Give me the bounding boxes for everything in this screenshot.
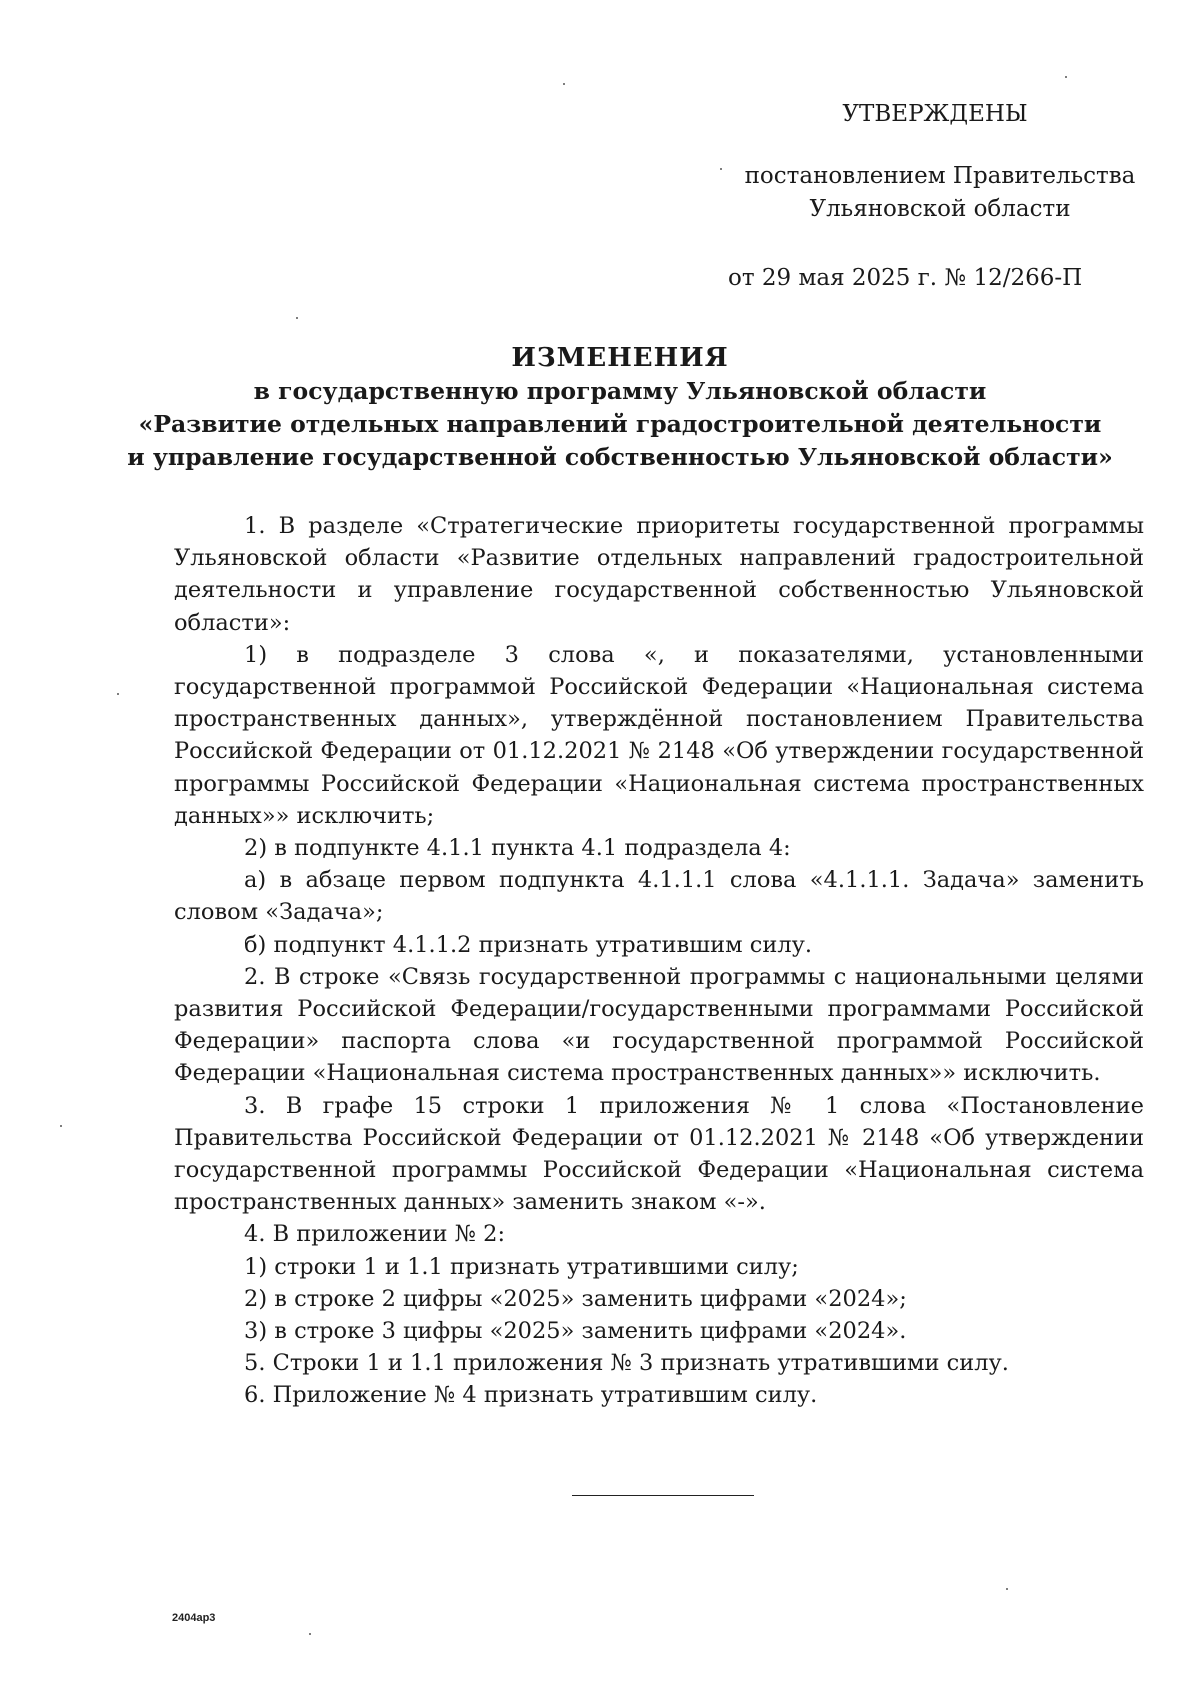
approval-date: от 29 мая 2025 г. № 12/266-П <box>728 265 1083 291</box>
scan-speck <box>1065 76 1067 78</box>
scan-speck <box>1006 1588 1008 1590</box>
paragraph: 4. В приложении № 2: <box>244 1221 506 1248</box>
title-line1: в государственную программу Ульяновской области <box>253 377 987 405</box>
scan-speck <box>60 1125 62 1127</box>
scan-speck <box>309 1633 311 1635</box>
paragraph: 6. Приложение № 4 признать утратившим силу. <box>244 1382 818 1409</box>
title-main: ИЗМЕНЕНИЯ <box>511 343 729 373</box>
paragraph: 1. В разделе «Стратегические приоритеты государственной программы Ульяновской области «Развитие отдельных направлений градостроительной деятельности и управление государственной собственностью Ульяновской области»: <box>174 513 1144 636</box>
scan-speck <box>296 317 298 319</box>
title-line3: и управление государственной собственностью Ульяновской области» <box>127 443 1113 471</box>
scan-speck <box>563 83 565 85</box>
scan-speck <box>117 693 119 695</box>
paragraph: 2) в строке 2 цифры «2025» заменить цифрами «2024»; <box>244 1285 907 1312</box>
footer-code: 2404ар3 <box>172 1612 216 1624</box>
title-line2: «Развитие отдельных направлений градостроительной деятельности <box>138 410 1102 438</box>
paragraph: 3) в строке 3 цифры «2025» заменить цифрами «2024». <box>244 1318 907 1345</box>
paragraph: 3. В графе 15 строки 1 приложения № 1 слова «Постановление Правительства Российской Федерации от 01.12.2021 № 2148 «Об утверждении государственной программы Российской Федерации «Национальная система пространственных данных» заменить знаком «-». <box>174 1092 1144 1216</box>
scan-speck <box>720 168 722 170</box>
document-body <box>174 510 1144 1412</box>
approval-heading: УТВЕРЖДЕНЫ <box>842 101 1028 127</box>
approval-authority-line2: Ульяновской области <box>809 196 1071 222</box>
paragraph: а) в абзаце первом подпункта 4.1.1.1 слова «4.1.1.1. Задача» заменить словом «Задача»; <box>174 867 1144 926</box>
paragraph: 2) в подпункте 4.1.1 пункта 4.1 подраздела 4: <box>244 835 791 862</box>
document-title <box>120 342 1120 474</box>
paragraph: 5. Строки 1 и 1.1 приложения № 3 признать утратившими силу. <box>244 1350 1009 1377</box>
paragraph: б) подпункт 4.1.1.2 признать утратившим силу. <box>244 931 813 958</box>
paragraph: 1) в подразделе 3 слова «, и показателями, установленными государственной программой Российской Федерации «Национальная система пространственных данных», утверждённой постановлением Правительства Российской Федерации от 01.12.2021 № 2148 «Об утверждении государственной программы Российской Федерации «Национальная система пространственных данных»» исключить; <box>174 641 1144 829</box>
closing-rule <box>572 1495 754 1496</box>
approval-authority <box>740 160 1140 226</box>
approval-authority-line1: постановлением Правительства <box>744 163 1136 189</box>
paragraph: 1) строки 1 и 1.1 признать утратившими силу; <box>244 1253 799 1280</box>
paragraph: 2. В строке «Связь государственной программы с национальными целями развития Российской Федерации/государственными программами Российской Федерации» паспорта слова «и государственной программой Российской Федерации «Национальная система пространственных данных»» исключить. <box>174 963 1144 1087</box>
